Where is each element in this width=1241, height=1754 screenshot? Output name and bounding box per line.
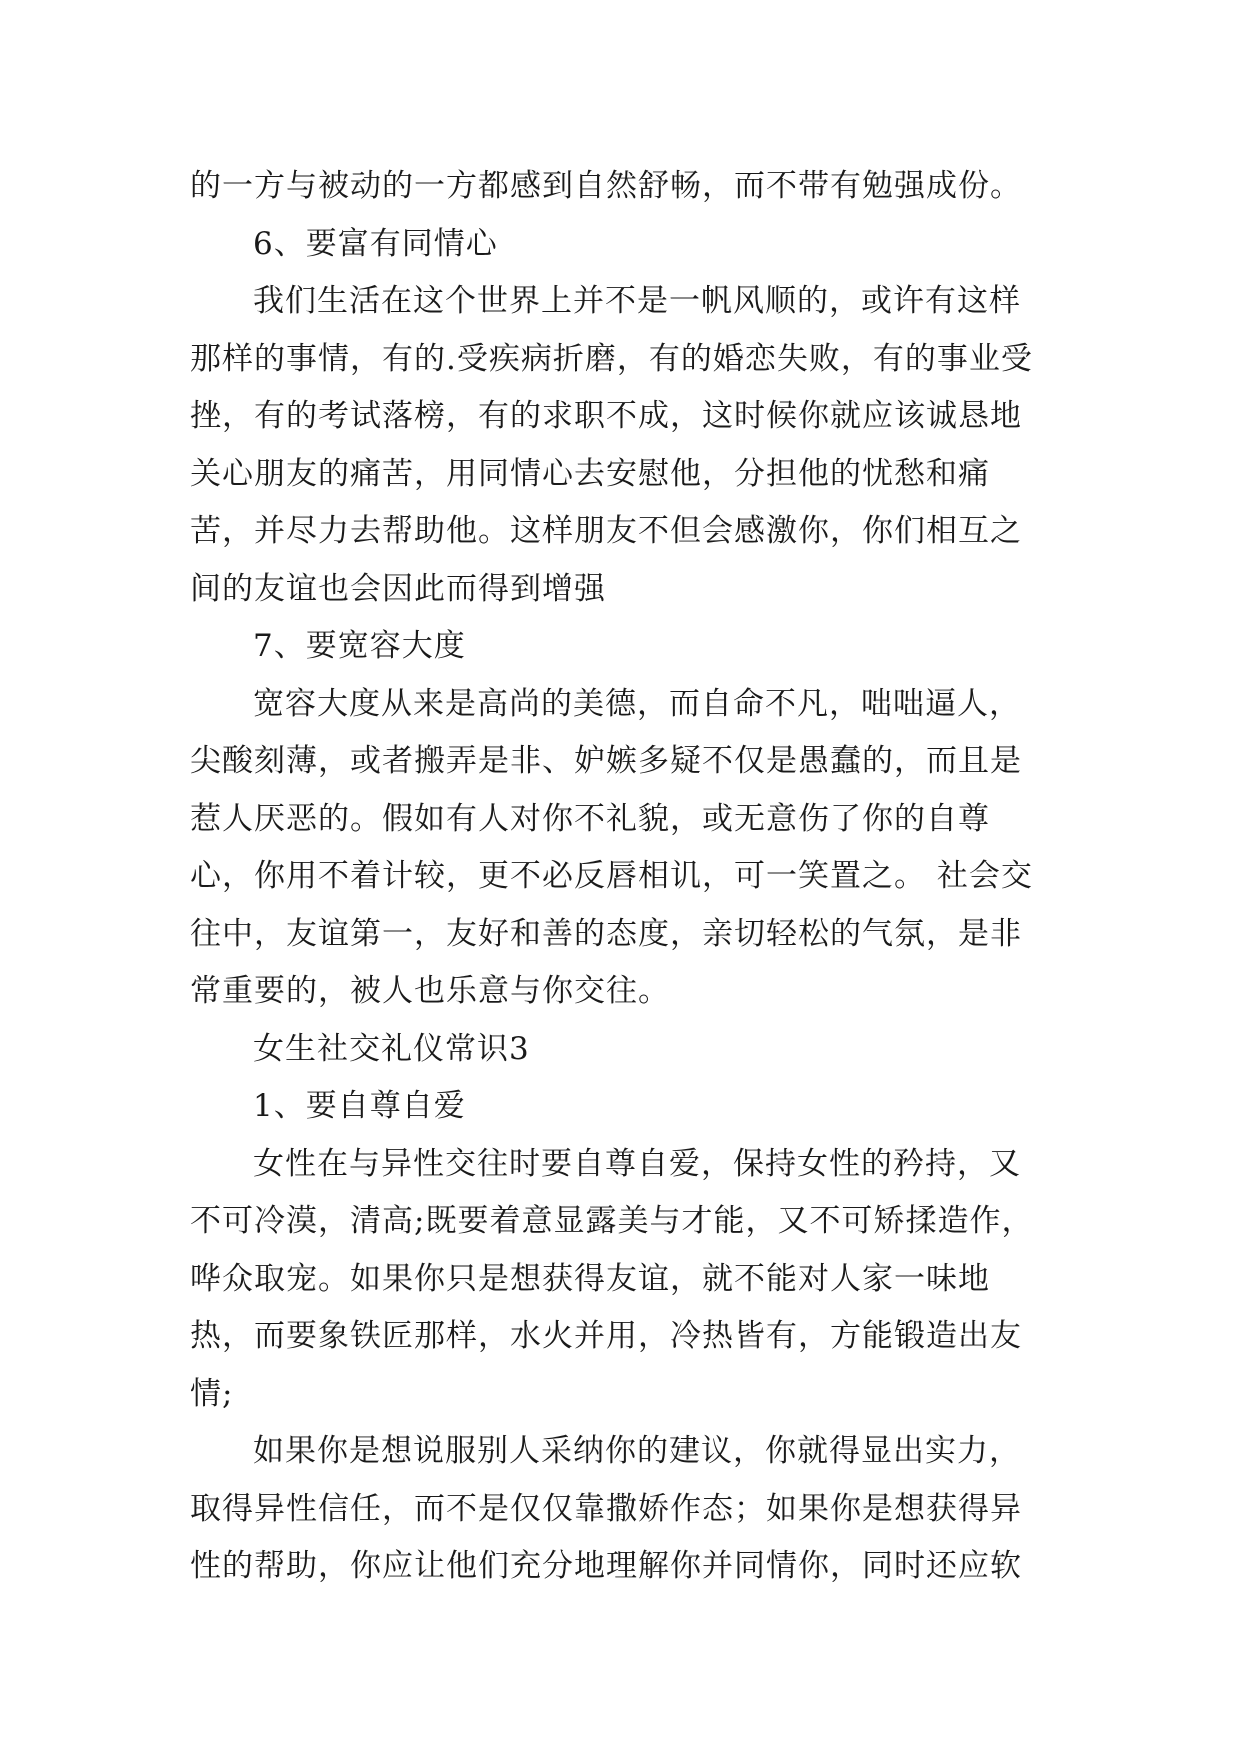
section-title-etiquette-3: 女生社交礼仪常识3: [253, 1030, 530, 1067]
paragraph-tolerance: 宽容大度从来是高尚的美德，而自命不凡，咄咄逼人，尖酸刻薄，或者搬弄是非、妒嫉多疑不仅是愚蠢的，而且是惹人厌恶的。假如有人对你不礼貌，或无意伤了你的自尊心，你用不着计较，更不必反唇相讥，可一笑置之。 社会交往中，友谊第一，友好和善的态度，亲切轻松的气氛，是非常重要的，被人也乐意与你交往。: [190, 685, 1033, 1009]
section-heading-tolerance: 7、要宽容大度: [253, 628, 466, 664]
section-heading-sympathy: 6、要富有同情心: [253, 225, 498, 262]
paragraph-self-respect: 女性在与异性交往时要自尊自爱，保持女性的矜持，又不可冷漠，清高;既要着意显露美与才能，又不可矫揉造作，哗众取宠。如果你只是想获得友谊，就不能对人家一味地热，而要象铁匠那样，水火并用，冷热皆有，方能锻造出友情;: [190, 1145, 1034, 1412]
document-body: [190, 158, 1050, 1596]
paragraph-continuation: 的一方与被动的一方都感到自然舒畅，而不带有勉强成份。: [190, 168, 1022, 204]
section-heading-self-respect: 1、要自尊自爱: [253, 1088, 466, 1124]
paragraph-persuasion: 如果你是想说服别人采纳你的建议，你就得显出实力，取得异性信任，而不是仅仅靠撒娇作态；如果你是想获得异性的帮助，你应让他们充分地理解你并同情你，同时还应软: [190, 1433, 1022, 1584]
paragraph-sympathy: 我们生活在这个世界上并不是一帆风顺的，或许有这样那样的事情，有的.受疾病折磨，有的婚恋失败，有的事业受挫，有的考试落榜，有的求职不成，这时候你就应该诚恳地关心朋友的痛苦，用同情心去安慰他，分担他的忧愁和痛苦，并尽力去帮助他。这样朋友不但会感激你，你们相互之间的友谊也会因此而得到增强: [190, 283, 1033, 607]
